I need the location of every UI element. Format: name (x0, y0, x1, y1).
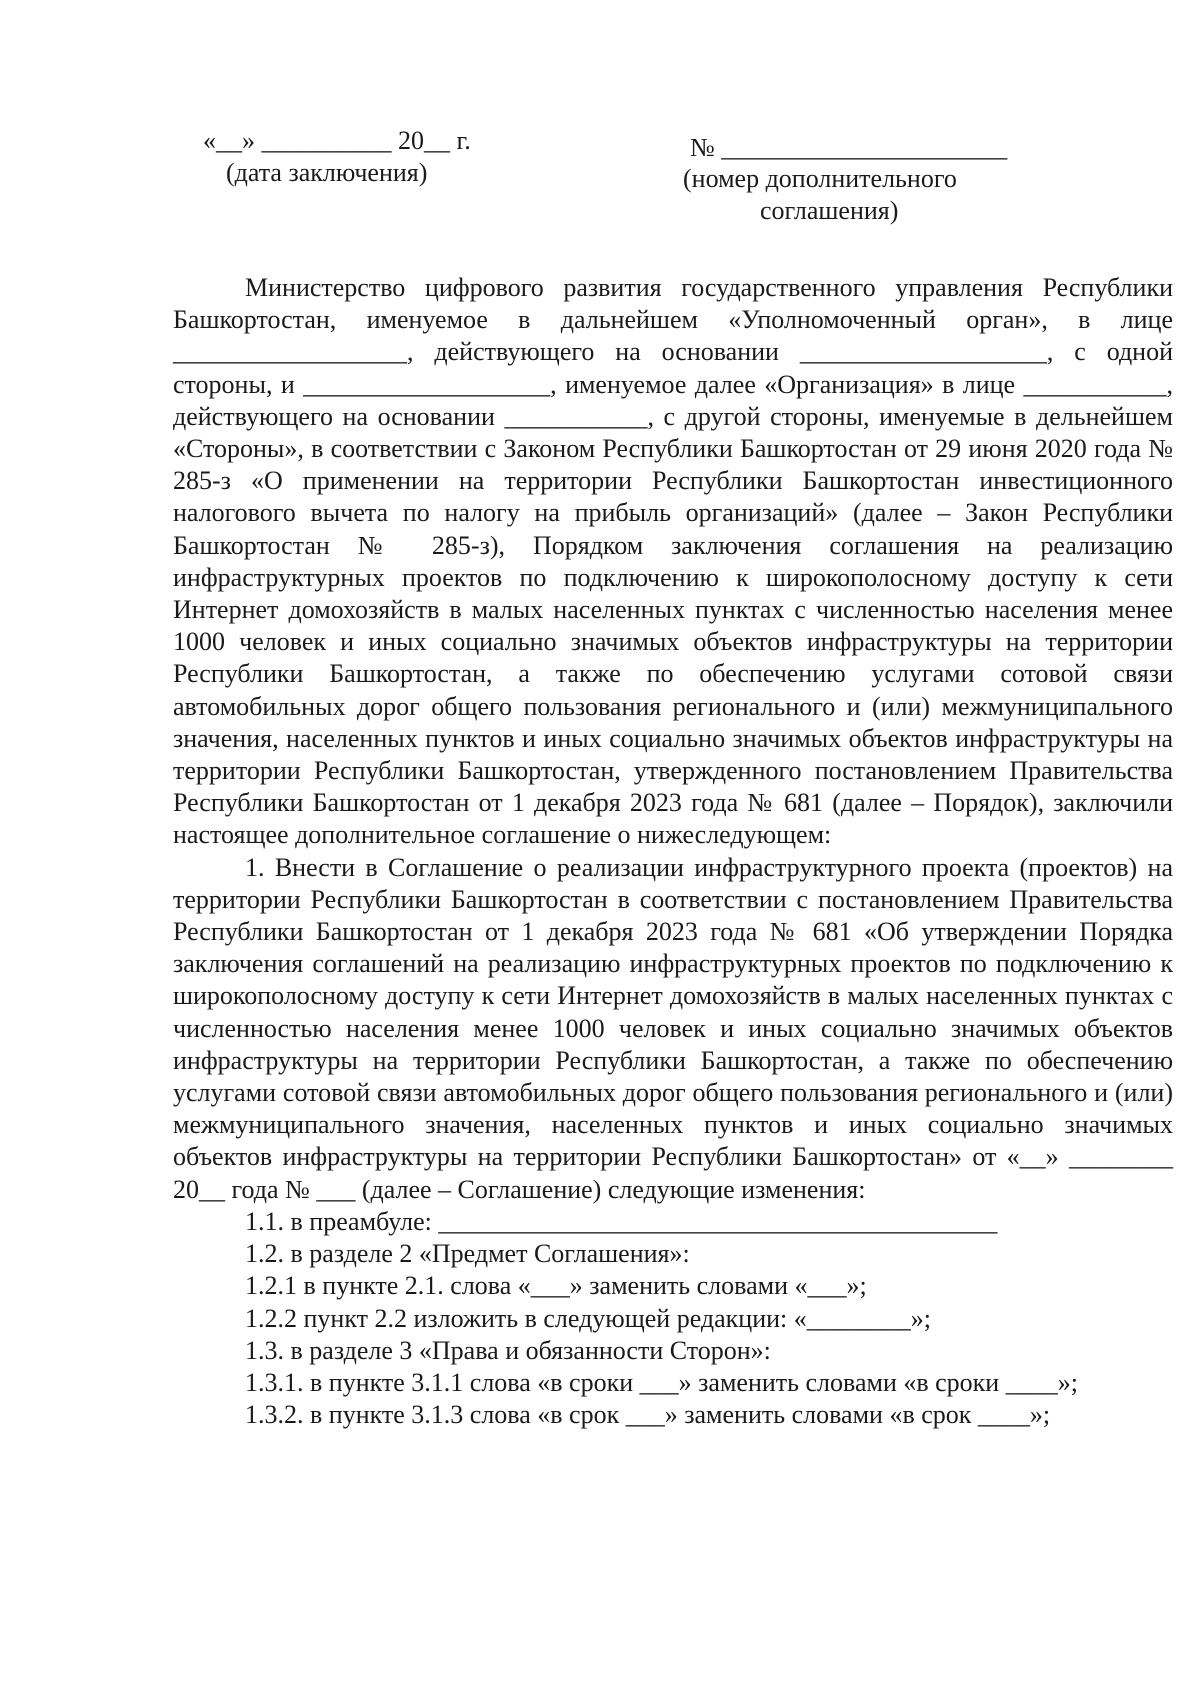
list-item-1-2: 1.2. в разделе 2 «Предмет Соглашения»: (245, 1239, 690, 1269)
number-line: № ______________________ (690, 133, 1008, 162)
number-caption-2: соглашения) (760, 196, 899, 225)
list-item-1-2-1: 1.2.1 в пункте 2.1. слова «___» заменить словами «___»; (245, 1271, 867, 1301)
list-item-1-3-1: 1.3.1. в пункте 3.1.1 слова «в сроки ___» заменить словами «в сроки ____»; (245, 1367, 1078, 1397)
preamble-paragraph: Министерство цифрового развития государственного управления Республики Башкортостан, именуемое в дальнейшем «Уполномоченный орган», в лице __________________, действующего на основании ___________________, с одной стороны, и ___________________, именуемое далее «Организация» в лице ___________, действующего на основании ___________, с другой стороны, именуемые в дельнейшем «Стороны», в соответствии с Законом Республики Башкортостан от 29 июня 2020 года № 285-з «О применении на территории Республики Башкортостан инвестиционного налогового вычета по налогу на прибыль организаций» (далее – Закон Республики Башкортостан № 285-з), Порядком заключения соглашения на реализацию инфраструктурных проектов по подключению к широкополосному доступу к сети Интернет домохозяйств в малых населенных пунктах с численностью населения менее 1000 человек и иных социально значимых объектов инфраструктуры на территории Республики Башкортостан, а также по обеспечению услугами сотовой связи автомобильных дорог общего пользования регионального и (или) межмуниципального значения, населенных пунктов и иных социально значимых объектов инфраструктуры на территории Республики Башкортостан, утвержденного постановлением Правительства Республики Башкортостан от 1 декабря 2023 года № 681 (далее – Порядок), заключили настоящее дополнительное соглашение о нижеследующем: (173, 273, 1173, 850)
document-header (0, 0, 1200, 250)
document-body (173, 272, 1173, 1431)
list-item-1-1: 1.1. в преамбуле: ___________________________________________ (245, 1206, 998, 1236)
date-caption: (дата заключения) (226, 158, 428, 187)
list-item-1-2-2: 1.2.2 пункт 2.2 изложить в следующей редакции: «________»; (245, 1303, 931, 1333)
list-item-1-3-2: 1.3.2. в пункте 3.1.3 слова «в срок ___» заменить словами «в срок ____»; (245, 1400, 1051, 1430)
list-item-1-3: 1.3. в разделе 3 «Права и обязанности Сторон»: (245, 1335, 771, 1365)
item-1-paragraph: 1. Внести в Соглашение о реализации инфраструктурного проекта (проектов) на территории Республики Башкортостан в соответствии с постановлением Правительства Республики Башкортостан от 1 декабря 2023 года № 681 «Об утверждении Порядка заключения соглашений на реализацию инфраструктурных проектов по подключению к широкополосному доступу к сети Интернет домохозяйств в малых населенных пунктах с численностью населения менее 1000 человек и иных социально значимых объектов инфраструктуры на территории Республики Башкортостан, а также по обеспечению услугами сотовой связи автомобильных дорог общего пользования регионального и (или) межмуниципального значения, населенных пунктов и иных социально значимых объектов инфраструктуры на территории Республики Башкортостан» от «__» ________ 20__ года № ___ (далее – Соглашение) следующие изменения: (173, 852, 1173, 1204)
number-caption: (номер дополнительного (683, 164, 957, 193)
date-line: «__» __________ 20__ г. (203, 126, 471, 155)
